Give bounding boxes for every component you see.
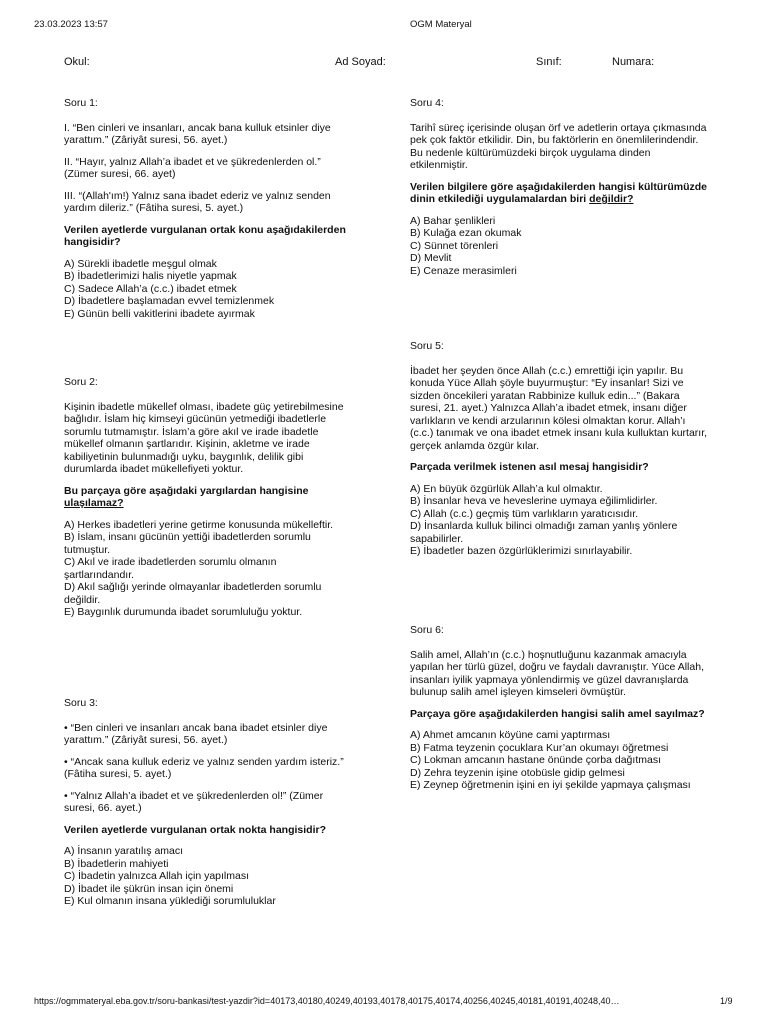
option-c[interactable]: C) İbadetin yalnızca Allah için yapılması: [64, 870, 250, 882]
option-a[interactable]: A) Sürekli ibadetle meşgul olmak: [64, 257, 217, 270]
question-label: Soru 5:: [410, 340, 444, 352]
question-label: Soru 3:: [64, 697, 98, 709]
question-label: Soru 1:: [64, 97, 98, 109]
option-b[interactable]: B) Fatma teyzenin çocuklara Kur’an okumayı öğretmesi: [410, 741, 669, 754]
option-c[interactable]: C) Sadece Allah’a (c.c.) ibadet etmek: [64, 282, 237, 295]
print-datetime: 23.03.2023 13:57: [34, 19, 108, 30]
question-prompt: [410, 181, 710, 206]
question-text: İbadet her şeyden önce Allah (c.c.) emrettiği için yapılır. Bu konuda Yüce Allah şöyle buyurmuştur: “Ey insanlar! Sizi ve sizden öncekileri yaratan Rabbinize kulluk edin...” (Bakara suresi, 21. ayet.) Yalnızca Allah’a ibadet etmek, insanı diğer varlıkların ve kendi arzularının kölesi olmaktan korur. Allah’ı (c.c.) tanımak ve ona ibadet etmek insanı kula kulluktan kurtarır, gerçek anlamda özgür kılar.: [410, 364, 708, 452]
option-b[interactable]: B) İbadetlerin mahiyeti: [64, 857, 169, 870]
option-b[interactable]: B) İnsanlar heva ve heveslerine uymaya eğilimlidirler.: [410, 495, 658, 507]
question-5: [410, 340, 710, 558]
question-text: Kişinin ibadetle mükellef olması, ibadete güç yetirebilmesine bağlıdır. İslam hiç kimseyi gücünün yetmediği ibadetlerle sorumlu tutmamıştır. İslam’a göre akıl ve irade ibadetle mükellef olmanın şartlarıdır. Kişinin, akletme ve irade kabiliyetinin bulunmadığı uyku, baygınlık, delilik gibi durumlarda ibadet mükellefiyeti yoktur.: [64, 400, 344, 475]
option-a[interactable]: A) Ahmet amcanın köyüne cami yaptırması: [410, 729, 611, 741]
option-a[interactable]: A) En büyük özgürlük Allah’a kul olmaktır.: [410, 482, 603, 495]
option-e[interactable]: E) İbadetler bazen özgürlüklerimizi sınırlayabilir.: [410, 545, 633, 557]
question-text: Salih amel, Allah’ın (c.c.) hoşnutluğunu kazanmak amacıyla yapılan her türlü güzel, doğru ve faydalı davranıştır. Yüce Allah, insanları iyilik yapmaya yönlendirmiş ve güzel davranışlarda bulunup salih amel işleyen kimseleri övmüştür.: [410, 648, 704, 698]
question-prompt: Verilen ayetlerde vurgulanan ortak nokta hangisidir?: [64, 823, 326, 836]
option-b[interactable]: B) İbadetlerimizi halis niyetle yapmak: [64, 270, 237, 282]
option-e[interactable]: E) Cenaze merasimleri: [410, 264, 517, 277]
option-c[interactable]: C) Lokman amcanın hastane önünde çorba dağıtması: [410, 754, 661, 766]
answer-options: [64, 258, 346, 321]
option-c[interactable]: C) Akıl ve irade ibadetlerden sorumlu olmanın şartlarındandır.: [64, 556, 277, 581]
print-site-title: OGM Materyal: [410, 19, 472, 30]
question-label: Soru 6:: [410, 624, 444, 636]
question-text: • “Ancak sana kulluk ederiz ve yalnız senden yardım isteriz.” (Fâtiha suresi, 5. ayet.): [64, 755, 344, 780]
question-text: I. “Ben cinleri ve insanları, ancak bana kulluk etsinler diye yarattım.” (Zâriyât suresi, 56. ayet.): [64, 121, 331, 146]
option-c[interactable]: C) Allah (c.c.) geçmiş tüm varlıkların yaratıcısıdır.: [410, 507, 639, 520]
answer-options: [64, 845, 346, 908]
question-6: [410, 624, 710, 792]
question-1: [64, 97, 346, 320]
label-ad-soyad: Ad Soyad:: [335, 56, 386, 68]
question-label: Soru 2:: [64, 376, 98, 388]
answer-options: [64, 519, 346, 619]
option-a[interactable]: A) Herkes ibadetleri yerine getirme konusunda mükelleftir.: [64, 518, 334, 531]
label-numara: Numara:: [612, 56, 655, 68]
option-c[interactable]: C) Sünnet törenleri: [410, 239, 499, 252]
page-number: 1/9: [720, 996, 733, 1006]
option-d[interactable]: D) İbadet ile şükrün insan için önemi: [64, 882, 234, 895]
option-d[interactable]: D) Akıl sağlığı yerinde olmayanlar ibadetlerden sorumlu değildir.: [64, 581, 322, 606]
option-a[interactable]: A) İnsanın yaratılış amacı: [64, 845, 184, 857]
question-text: • “Yalnız Allah’a ibadet et ve şükredenlerden ol!” (Zümer suresi, 66. ayet.): [64, 789, 324, 814]
prompt-emphasis: değildir?: [589, 193, 634, 205]
question-label: Soru 4:: [410, 97, 444, 109]
question-text: III. “(Allah'ım!) Yalnız sana ibadet ederiz ve yalnız senden yardım dileriz.” (Fâtiha suresi, 5. ayet.): [64, 189, 331, 214]
answer-options: [410, 729, 710, 792]
prompt-text: Verilen bilgilere göre aşağıdakilerden hangisi kültürümüzde dinin etkilediği uygulamalardan biri: [410, 180, 707, 205]
option-e[interactable]: E) Baygınlık durumunda ibadet sorumluluğu yoktur.: [64, 606, 303, 618]
option-e[interactable]: E) Zeynep öğretmenin işini en iyi şekilde yapmaya çalışması: [410, 779, 691, 791]
option-e[interactable]: E) Günün belli vakitlerini ibadete ayırmak: [64, 307, 255, 320]
option-a[interactable]: A) Bahar şenlikleri: [410, 214, 496, 227]
question-3: [64, 697, 346, 908]
option-d[interactable]: D) İbadetlere başlamadan evvel temizlenmek: [64, 295, 275, 307]
answer-options: [410, 215, 710, 278]
question-text: • “Ben cinleri ve insanları ancak bana ibadet etsinler diye yarattım.” (Zâriyât suresi, 56. ayet.): [64, 721, 328, 746]
label-sinif: Sınıf:: [536, 56, 562, 68]
label-okul: Okul:: [64, 56, 90, 68]
question-4: [410, 97, 710, 277]
question-text: II. “Hayır, yalnız Allah’a ibadet et ve şükredenlerden ol.” (Zümer suresi, 66. ayet): [64, 155, 321, 180]
prompt-text: Bu parçaya göre aşağıdaki yargılardan hangisine: [64, 484, 309, 497]
question-text: Tarihî süreç içerisinde oluşan örf ve adetlerin ortaya çıkmasında pek çok faktör etkilidir. Din, bu faktörlerin en önemlilerindendir. Bu nedenle kültürümüzdeki birçok uygulama dinden etkilenmiştir.: [410, 121, 707, 171]
option-d[interactable]: D) Mevlit: [410, 252, 452, 264]
option-b[interactable]: B) Kulağa ezan okumak: [410, 227, 522, 239]
question-2: [64, 376, 346, 619]
option-d[interactable]: D) İnsanlarda kulluk bilinci olmadığı zaman yanlış yönlere sapabilirler.: [410, 520, 678, 545]
option-e[interactable]: E) Kul olmanın insana yüklediği sorumluluklar: [64, 895, 276, 907]
option-b[interactable]: B) İslam, insanı gücünün yettiği ibadetlerden sorumlu tutmuştur.: [64, 531, 311, 556]
question-prompt: Parçada verilmek istenen asıl mesaj hangisidir?: [410, 461, 649, 473]
question-prompt: [64, 485, 346, 510]
question-prompt: Parçaya göre aşağıdakilerden hangisi salih amel sayılmaz?: [410, 707, 705, 720]
prompt-emphasis: ulaşılamaz?: [64, 497, 124, 509]
option-d[interactable]: D) Zehra teyzenin işine otobüsle gidip gelmesi: [410, 766, 625, 779]
question-prompt: Verilen ayetlerde vurgulanan ortak konu aşağıdakilerden hangisidir?: [64, 223, 346, 248]
print-footer-url: https://ogmmateryal.eba.gov.tr/soru-bankasi/test-yazdir?id=40173,40180,40249,40193,40178,40175,40174,40256,40245,40181,40191,40248,40…: [34, 996, 620, 1006]
answer-options: [410, 483, 710, 558]
